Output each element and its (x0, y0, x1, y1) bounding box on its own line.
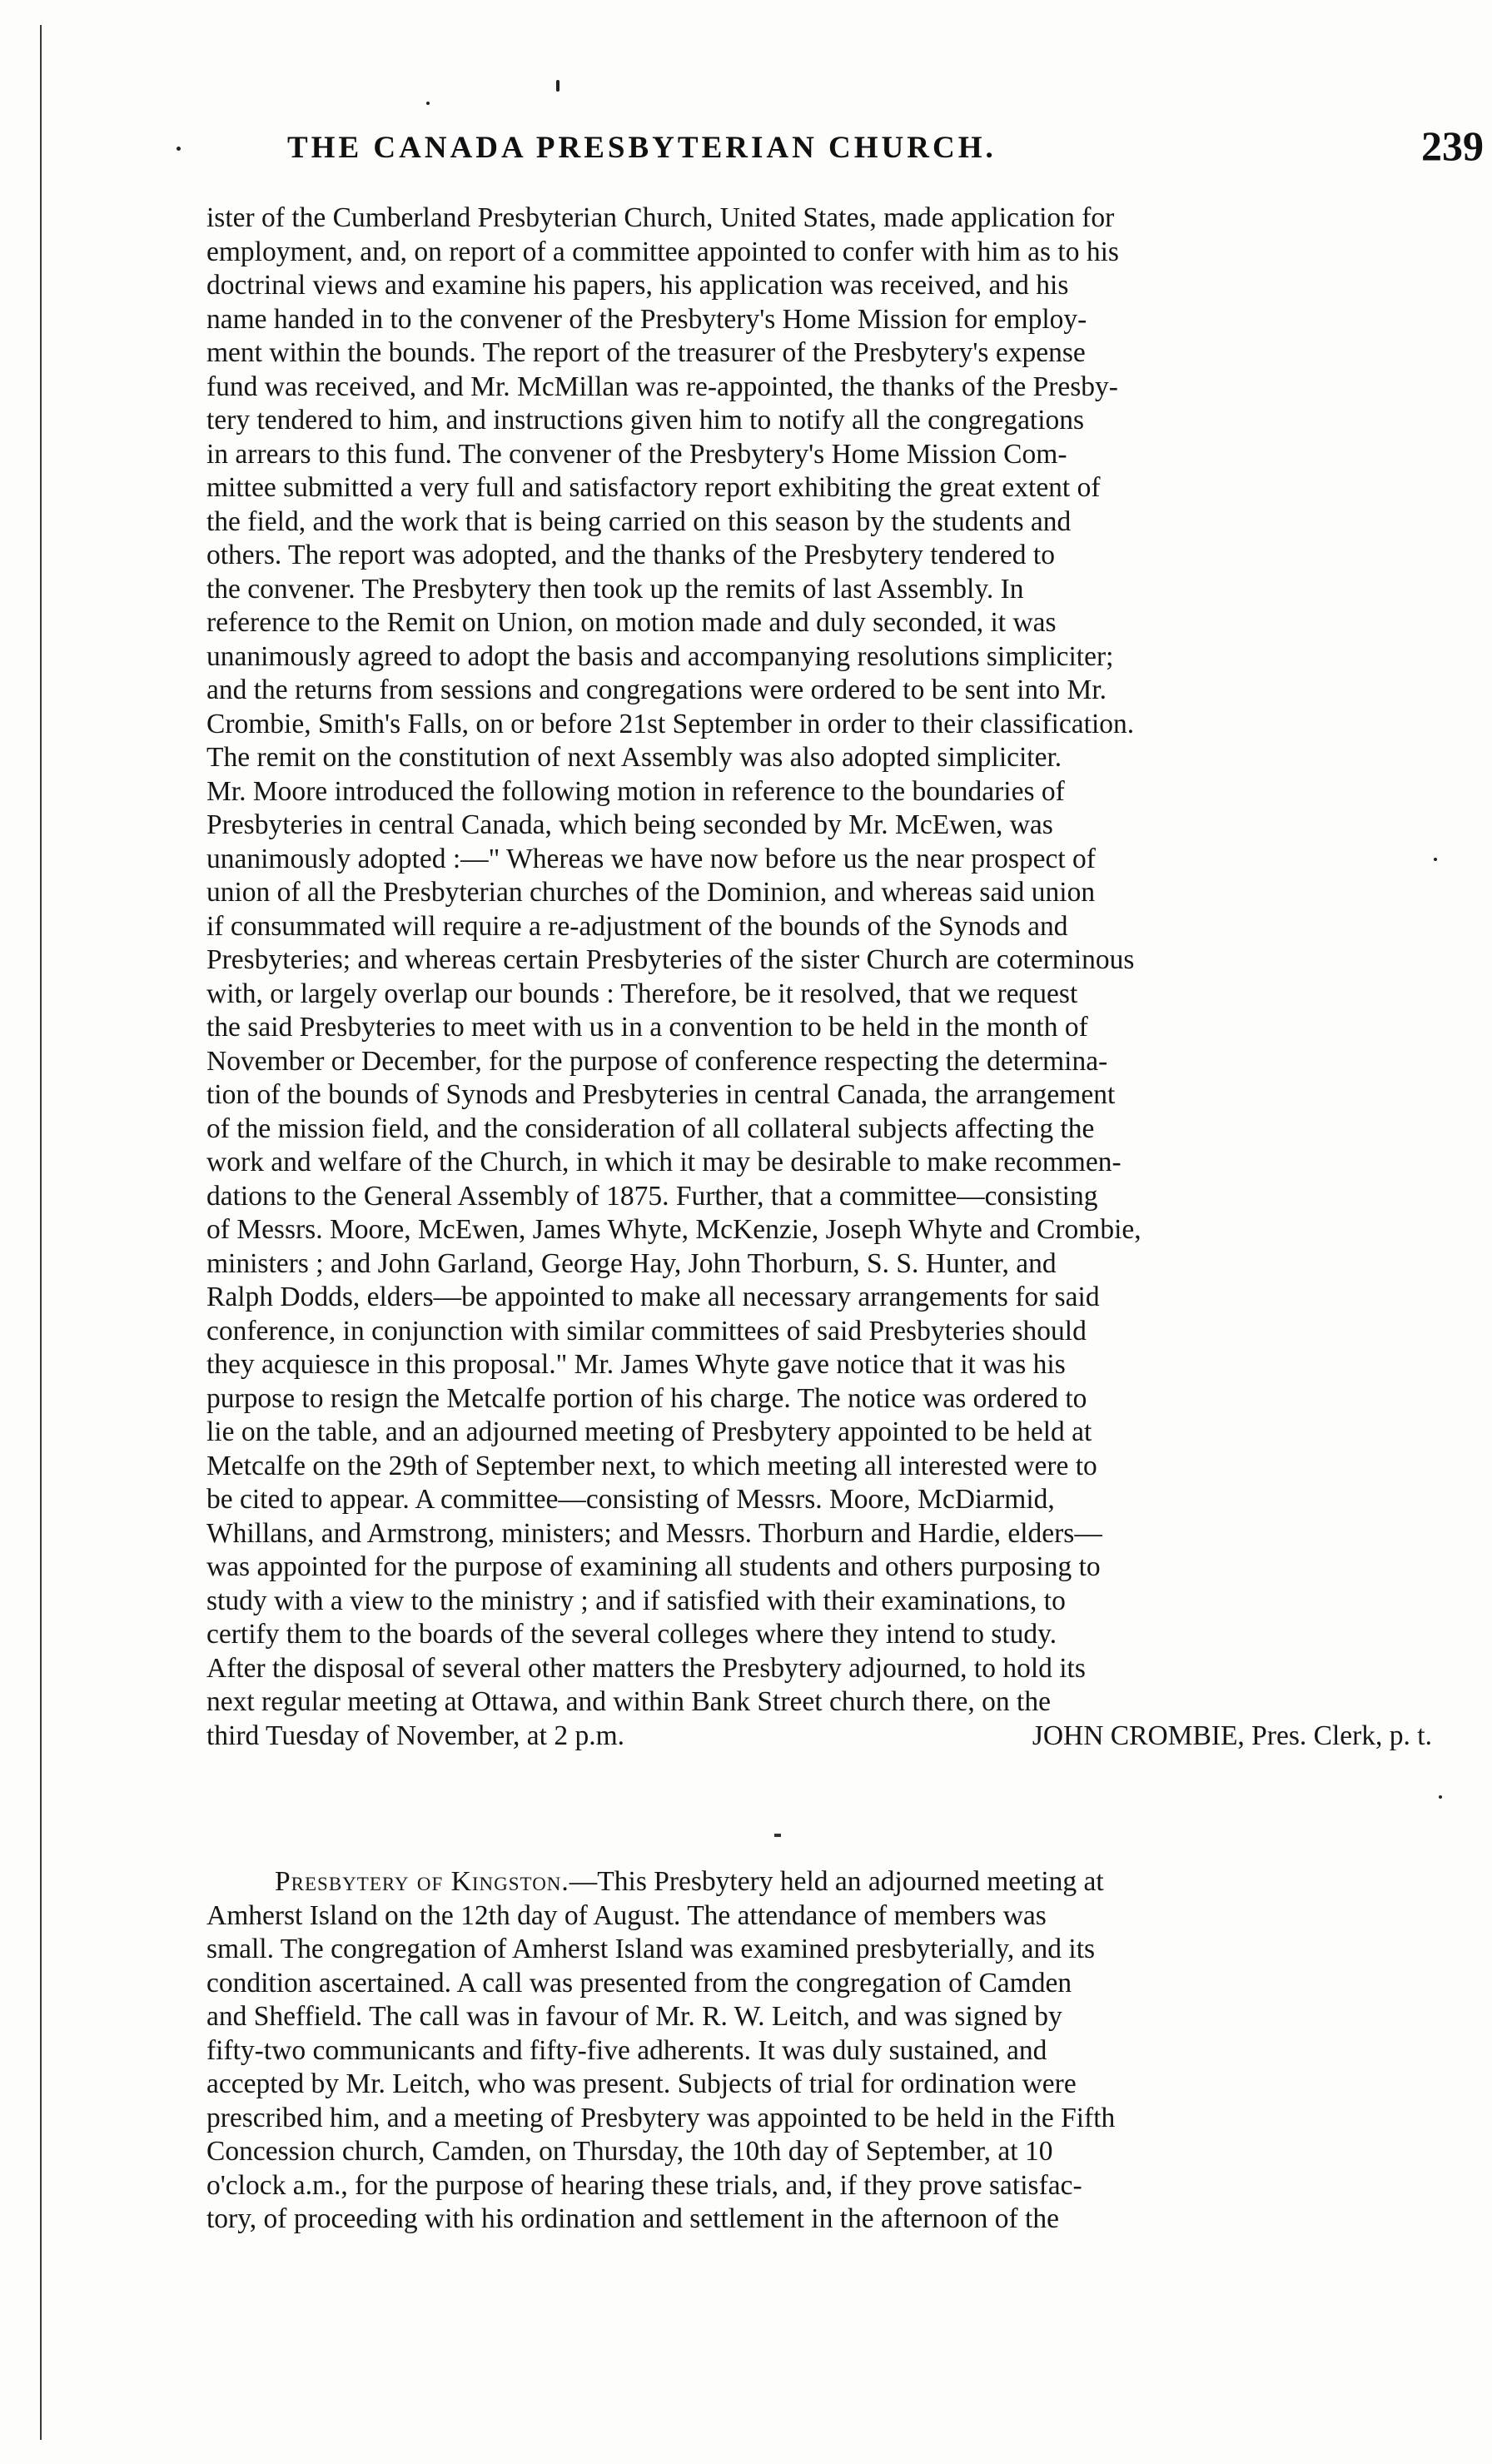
page-edge-rule (40, 25, 42, 2440)
text-line: reference to the Remit on Union, on motion made and duly seconded, it was (206, 607, 1057, 638)
text-line: small. The congregation of Amherst Island was examined presbyterially, and its (206, 1934, 1096, 1964)
text-line: in arrears to this fund. The convener of the Presbytery's Home Mission Com- (206, 438, 1067, 470)
text-line: union of all the Presbyterian churches of the Dominion, and whereas said union (206, 877, 1096, 908)
text-line: was appointed for the purpose of examining all students and others purposing to (206, 1551, 1101, 1582)
text-line: accepted by Mr. Leitch, who was present. Subjects of trial for ordination were (206, 2068, 1077, 2099)
running-title: THE CANADA PRESBYTERIAN CHURCH. (287, 131, 997, 165)
text-line: fund was received, and Mr. McMillan was re-appointed, the thanks of the Presby- (206, 371, 1118, 402)
text-line: and Sheffield. The call was in favour of Mr. R. W. Leitch, and was signed by (206, 2001, 1062, 2032)
text-line: others. The report was adopted, and the thanks of the Presbytery tendered to (206, 540, 1055, 570)
kingston-report-text (206, 1865, 1472, 2237)
section-heading: Presbytery of Kingston. (275, 1866, 569, 1897)
text-line: Metcalfe on the 29th of September next, to which meeting all interested were to (206, 1450, 1097, 1481)
text-line: Whillans, and Armstrong, ministers; and Messrs. Thorburn and Hardie, elders— (206, 1517, 1102, 1549)
section-divider (774, 1834, 781, 1837)
text-line: lie on the table, and an adjourned meeting of Presbytery appointed to be held at (206, 1416, 1092, 1447)
text-line: The remit on the constitution of next Assembly was also adopted simpliciter. (206, 742, 1062, 773)
text-line: certify them to the boards of the several colleges where they intend to study. (206, 1619, 1057, 1650)
text-line: conference, in conjunction with similar committees of said Presbyteries should (206, 1315, 1087, 1346)
text-line: the field, and the work that is being carried on this season by the students and (206, 505, 1072, 537)
text-line: of the mission field, and the consideration of all collateral subjects affecting the (206, 1113, 1095, 1144)
text-line: ister of the Cumberland Presbyterian Church, United States, made application for (206, 202, 1115, 233)
text-line: After the disposal of several other matters the Presbytery adjourned, to hold its (206, 1652, 1086, 1684)
text-line: dations to the General Assembly of 1875. Further, that a committee—consisting (206, 1180, 1098, 1212)
text-line: Presbyteries; and whereas certain Presbyteries of the sister Church are coterminous (206, 944, 1135, 975)
kingston-first-line (206, 1865, 1472, 1899)
text-line: work and welfare of the Church, in which it may be desirable to make recommen- (206, 1147, 1121, 1177)
text-line: next regular meeting at Ottawa, and within Bank Street church there, on the (206, 1686, 1051, 1717)
paragraph (206, 1899, 1472, 2237)
text-line: Mr. Moore introduced the following motion in reference to the boundaries of (206, 775, 1065, 807)
page-number: 239 (1421, 122, 1484, 169)
presbytery-minutes-text (206, 202, 1472, 1753)
text-line: tion of the bounds of Synods and Presbyteries in central Canada, the arrangement (206, 1079, 1116, 1110)
text-line: employment, and, on report of a committee appointed to confer with him as to his (206, 236, 1119, 267)
text-line: tery tendered to him, and instructions given him to notify all the congregations (206, 405, 1085, 436)
ink-speck (1439, 1795, 1442, 1799)
closing-date: third Tuesday of November, at 2 p.m. (206, 1720, 625, 1751)
kingston-first-text: —This Presbytery held an adjourned meeting at (569, 1866, 1104, 1897)
text-line: Crombie, Smith's Falls, on or before 21st September in order to their classification. (206, 708, 1135, 739)
text-line: the said Presbyteries to meet with us in a convention to be held in the month of (206, 1012, 1088, 1043)
text-line: prescribed him, and a meeting of Presbytery was appointed to be held in the Fifth (206, 2102, 1116, 2133)
text-line: Ralph Dodds, elders—be appointed to make all necessary arrangements for said (206, 1282, 1100, 1312)
paragraph (206, 202, 1472, 1720)
text-line: fifty-two communicants and fifty-five adherents. It was duly sustained, and (206, 2034, 1047, 2066)
text-line: study with a view to the ministry ; and if satisfied with their examinations, to (206, 1585, 1066, 1616)
text-line: they acquiesce in this proposal." Mr. James Whyte gave notice that it was his (206, 1349, 1066, 1380)
text-line: doctrinal views and examine his papers, his application was received, and his (206, 270, 1069, 301)
ink-speck (426, 102, 430, 105)
text-line: condition ascertained. A call was presented from the congregation of Camden (206, 1967, 1072, 1999)
text-line: Presbyteries in central Canada, which being seconded by Mr. McEwen, was (206, 809, 1053, 840)
text-line: ment within the bounds. The report of the treasurer of the Presbytery's expense (206, 337, 1086, 368)
text-line: of Messrs. Moore, McEwen, James Whyte, McKenzie, Joseph Whyte and Crombie, (206, 1214, 1141, 1245)
text-line: be cited to appear. A committee—consisting of Messrs. Moore, McDiarmid, (206, 1484, 1055, 1515)
text-line: unanimously agreed to adopt the basis and accompanying resolutions simpliciter; (206, 640, 1114, 672)
text-line: Concession church, Camden, on Thursday, the 10th day of September, at 10 (206, 2136, 1053, 2167)
text-line: tory, of proceeding with his ordination and settlement in the afternoon of the (206, 2203, 1059, 2234)
text-line: with, or largely overlap our bounds : Therefore, be it resolved, that we request (206, 978, 1078, 1009)
text-line: if consummated will require a re-adjustment of the bounds of the Synods and (206, 910, 1068, 942)
text-line: ministers ; and John Garland, George Hay, John Thorburn, S. S. Hunter, and (206, 1247, 1057, 1279)
clerk-signature: JOHN CROMBIE, Pres. Clerk, p. t. (1032, 1720, 1432, 1751)
text-line: name handed in to the convener of the Presbytery's Home Mission for employ- (206, 303, 1087, 335)
text-line: mittee submitted a very full and satisfactory report exhibiting the great extent of (206, 472, 1101, 503)
text-line: unanimously adopted :—" Whereas we have now before us the near prospect of (206, 843, 1096, 874)
text-line: purpose to resign the Metcalfe portion of his charge. The notice was ordered to (206, 1382, 1087, 1414)
text-line: the convener. The Presbytery then took up the remits of last Assembly. In (206, 573, 1024, 605)
text-line: November or December, for the purpose of conference respecting the determina- (206, 1045, 1108, 1077)
closing-line (206, 1720, 1472, 1754)
text-line: Amherst Island on the 12th day of August. The attendance of members was (206, 1899, 1047, 1931)
header-mark (177, 147, 181, 151)
text-line: o'clock a.m., for the purpose of hearing these trials, and, if they prove satisfac- (206, 2169, 1082, 2201)
text-line: and the returns from sessions and congregations were ordered to be sent into Mr. (206, 674, 1107, 705)
ink-speck (556, 80, 560, 92)
